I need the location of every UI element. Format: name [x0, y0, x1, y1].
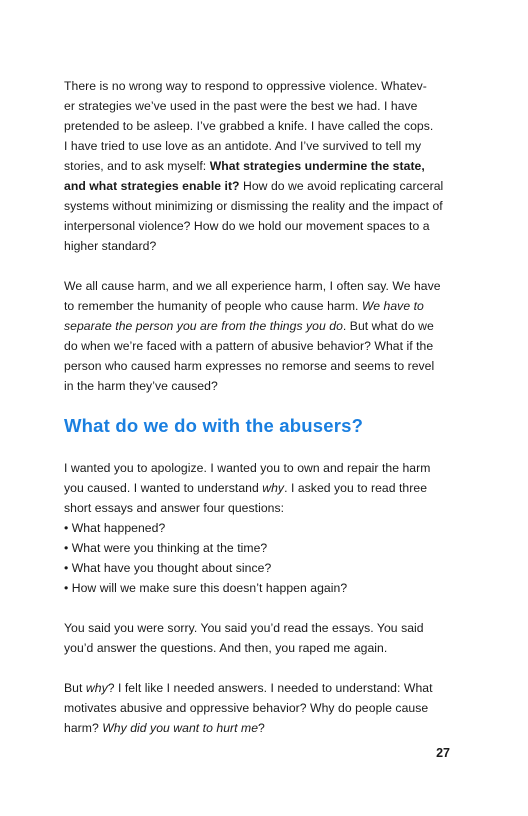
paragraph-gap	[64, 256, 464, 276]
text-line: you’d answer the questions. And then, you raped me again.	[64, 641, 388, 655]
text-line: There is no wrong way to respond to oppressive violence. Whatev-	[64, 79, 427, 93]
text-line: motivates abusive and oppressive behavior? Why do people cause	[64, 701, 429, 715]
text-line: do when we’re faced with a pattern of abusive behavior? What if the	[64, 339, 434, 353]
text-line: . But what do we	[342, 319, 434, 333]
list-item: • What happened?	[64, 521, 166, 535]
paragraph-3	[64, 458, 464, 598]
text-line: stories, and to ask myself:	[64, 159, 210, 173]
text-line: er strategies we’ve used in the past were the best we had. I have	[64, 99, 418, 113]
question-list	[64, 518, 464, 598]
text-line: you caused. I wanted to understand	[64, 481, 263, 495]
bold-question: and what strategies enable it?	[64, 179, 240, 193]
section-heading-wrap	[64, 414, 464, 438]
italic-phrase: why	[85, 681, 108, 695]
list-item: • How will we make sure this doesn’t happen again?	[64, 581, 348, 595]
text-line: ?	[258, 721, 265, 735]
italic-phrase: why	[262, 481, 285, 495]
text-line: ? I felt like I needed answers. I needed to understand: What	[107, 681, 433, 695]
paragraph-1	[64, 76, 464, 256]
text-line: We all cause harm, and we all experience harm, I often say. We have	[64, 279, 441, 293]
text-line: to remember the humanity of people who cause harm.	[64, 299, 362, 313]
page-number: 27	[436, 746, 450, 760]
text-line: pretended to be asleep. I’ve grabbed a knife. I have called the cops.	[64, 119, 434, 133]
paragraph-5	[64, 678, 464, 738]
paragraph-gap	[64, 658, 464, 678]
page-body	[64, 76, 464, 738]
text-line: person who caused harm expresses no remorse and seems to revel	[64, 359, 435, 373]
text-line: You said you were sorry. You said you’d read the essays. You said	[64, 621, 424, 635]
text-line: in the harm they’ve caused?	[64, 379, 218, 393]
text-line: interpersonal violence? How do we hold our movement spaces to a	[64, 219, 430, 233]
text-line: I have tried to use love as an antidote. And I’ve survived to tell my	[64, 139, 422, 153]
paragraph-gap	[64, 598, 464, 618]
italic-phrase: Why did you want to hurt me	[102, 721, 259, 735]
text-line: . I asked you to read three	[284, 481, 428, 495]
text-line: I wanted you to apologize. I wanted you to own and repair the harm	[64, 461, 431, 475]
italic-phrase: We have to	[361, 299, 424, 313]
text-line: How do we avoid replicating carceral	[239, 179, 444, 193]
text-line: harm?	[64, 721, 103, 735]
bold-question: What strategies undermine the state,	[209, 159, 425, 173]
text-line: higher standard?	[64, 239, 157, 253]
paragraph-2	[64, 276, 464, 396]
list-item: • What were you thinking at the time?	[64, 541, 268, 555]
list-item: • What have you thought about since?	[64, 561, 272, 575]
text-line: systems without minimizing or dismissing the reality and the impact of	[64, 199, 443, 213]
section-heading: What do we do with the abusers?	[64, 415, 364, 436]
italic-phrase: separate the person you are from the things you do	[64, 319, 343, 333]
text-line: But	[64, 681, 86, 695]
paragraph-4	[64, 618, 464, 658]
text-line: short essays and answer four questions:	[64, 501, 285, 515]
